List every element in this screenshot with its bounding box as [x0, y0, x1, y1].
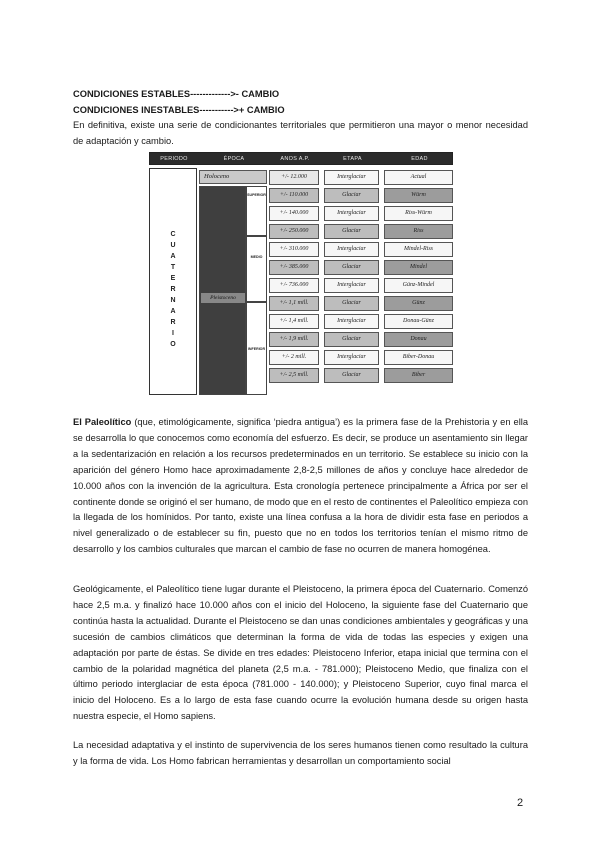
period-letter: A [170, 308, 176, 315]
header-edad: EDAD [411, 156, 428, 162]
stage-cell: Glaciar [324, 188, 379, 203]
age-cell: Donau [384, 332, 453, 347]
subdivision-inferior-cell [246, 302, 267, 395]
epoch-holoceno-cell: Holoceno [199, 170, 267, 184]
years-cell: +/- 140.000 [269, 206, 319, 221]
page-number: 2 [517, 797, 524, 809]
subdivision-inferior-label: INFERIOR [247, 347, 266, 351]
table-row [269, 224, 453, 241]
stage-cell: Glaciar [324, 224, 379, 239]
years-cell: +/- 1,1 mill. [269, 296, 319, 311]
stage-cell: Interglaciar [324, 170, 379, 185]
age-cell: Donau-Günz [384, 314, 453, 329]
table-row [269, 314, 453, 331]
stage-cell: Interglaciar [324, 242, 379, 257]
age-cell: Biber-Donau [384, 350, 453, 365]
subdivision-medio-cell [246, 236, 267, 302]
age-cell: Mindel [384, 260, 453, 275]
stage-cell: Glaciar [324, 368, 379, 383]
years-cell: +/- 736.000 [269, 278, 319, 293]
period-letter: R [170, 319, 176, 326]
epoch-pleistoceno-cell [199, 186, 246, 395]
period-letter: N [170, 297, 176, 304]
period-letter: R [170, 286, 176, 293]
subdivision-medio-label: MEDIO [250, 255, 263, 259]
stage-cell: Interglaciar [324, 206, 379, 221]
period-letter: A [170, 253, 176, 260]
table-row [269, 350, 453, 367]
stage-cell: Glaciar [324, 332, 379, 347]
period-letter: E [170, 275, 176, 282]
stage-cell: Interglaciar [324, 314, 379, 329]
geology-paragraph: Geológicamente, el Paleolítico tiene lugar durante el Pleistoceno, la primera época del Cuaternario. Comenzó hace 2,5 m.a. y finalizó hace 10.000 años con el inicio del Holoceno, la siguiente fase del Cuaternario que continúa hasta la actualidad. Durante el Pleistoceno se dan unas condiciones ambientales y geográficas y una sucesión de cambios climáticos que determinan la forma de vida de todas las especies y exigen una adaptación por parte de éstas. Se divide en tres edades: Pleistoceno Inferior, etapa inicial que termina con el cambio de la polaridad magnética del planeta (2,5 m.a. - 781.000); Pleistoceno Medio, que finaliza con el último periodo interglaciar de esta época (781.000 - 140.000); y Pleistoceno Superior, cuyo final marca el inicio del Holoceno. Es a lo largo de esta fase cuando ocurre la evolución humana desde su origen hasta nuestra especie, el Homo sapiens. [73, 584, 528, 722]
years-cell: +/- 1,9 mill. [269, 332, 319, 347]
years-cell: +/- 385.000 [269, 260, 319, 275]
table-row [269, 260, 453, 277]
table-row [269, 296, 453, 313]
period-letter: T [170, 264, 176, 271]
period-letter: C [170, 231, 176, 238]
age-cell: Günz [384, 296, 453, 311]
header-periodo: PERIODO [160, 156, 188, 162]
stage-cell: Glaciar [324, 260, 379, 275]
years-cell: +/- 110.000 [269, 188, 319, 203]
adaptation-paragraph: La necesidad adaptativa y el instinto de supervivencia de los seres humanos tienen como resultado la cultura y la forma de vida. Los Homo fabrican herramientas y desarrollan un comportamiento social [73, 740, 528, 766]
subdivision-superior-cell [246, 186, 267, 236]
table-header [149, 152, 453, 165]
stage-cell: Glaciar [324, 296, 379, 311]
period-letter: U [170, 242, 176, 249]
period-letter: I [172, 330, 174, 337]
age-cell: Mindel-Riss [384, 242, 453, 257]
years-cell: +/- 2 mill. [269, 350, 319, 365]
paleolitico-text: (que, etimológicamente, significa ‘piedra antigua’) es la primera fase de la Prehistoria y en ella se desarrolla lo que conocemos como economía del esfuerzo. Es decir, se produce un asentamiento sin llegar a la sedentarización en relación a los recursos predeterminados en un territorio. Se establece su inicio con la aparición del género Homo hace aproximadamente 2,8-2,5 millones de años y concluye hace alrededor de 10.000 años con la invención de la agricultura. Esta cronología pertenece principalmente a África por ser el continente donde se originó el ser humano, de modo que en el resto de continentes el Paleolítico empieza con la llegada de los homínidos. Por tanto, existe una línea confusa a la hora de dividir esta fase en periodos a nivel generalizado o de establecer su fin, puesto que no en todos los territorios tenían el mismo ritmo de desarrollo y los cambios culturales que marcan el cambio de fase no ocurren de manera homogénea. [73, 417, 529, 555]
age-cell: Günz-Mindel [384, 278, 453, 293]
years-cell: +/- 12.000 [269, 170, 319, 185]
stage-cell: Interglaciar [324, 350, 379, 365]
years-cell: +/- 1,4 mill. [269, 314, 319, 329]
heading-unstable-conditions: CONDICIONES INESTABLES----------->+ CAMBIO [73, 105, 285, 115]
intro-paragraph: En definitiva, existe una serie de condicionantes territoriales que permitieron una mayor o menor necesidad de adaptación y cambio. [73, 120, 528, 146]
years-cell: +/- 2,5 mill. [269, 368, 319, 383]
years-cell: +/- 250.000 [269, 224, 319, 239]
years-cell: +/- 310.000 [269, 242, 319, 257]
age-cell: Würm [384, 188, 453, 203]
age-cell: Riss-Würm [384, 206, 453, 221]
table-row [269, 278, 453, 295]
table-row [269, 188, 453, 205]
table-row [269, 332, 453, 349]
age-cell: Biber [384, 368, 453, 383]
paleolitico-paragraph [73, 415, 528, 558]
table-row [269, 242, 453, 259]
header-etapa: ETAPA [343, 156, 362, 162]
heading-stable-conditions: CONDICIONES ESTABLES------------->- CAMBIO [73, 89, 280, 99]
period-letter: O [170, 341, 176, 348]
table-row [269, 206, 453, 223]
age-cell: Riss [384, 224, 453, 239]
stage-cell: Interglaciar [324, 278, 379, 293]
age-cell: Actual [384, 170, 453, 185]
subdivision-superior-label: SUPERIOR [247, 193, 266, 197]
header-epoca: ÉPOCA [223, 156, 245, 162]
table-row [269, 170, 453, 187]
table-row [269, 368, 453, 385]
header-anos: ANOS A.P. [280, 156, 310, 162]
paleolitico-term: El Paleolítico [73, 417, 132, 427]
epoch-pleistoceno-label: Pleistoceno [201, 293, 245, 303]
quaternary-chronology-table [149, 152, 453, 395]
period-cuaternario-cell [149, 168, 197, 395]
